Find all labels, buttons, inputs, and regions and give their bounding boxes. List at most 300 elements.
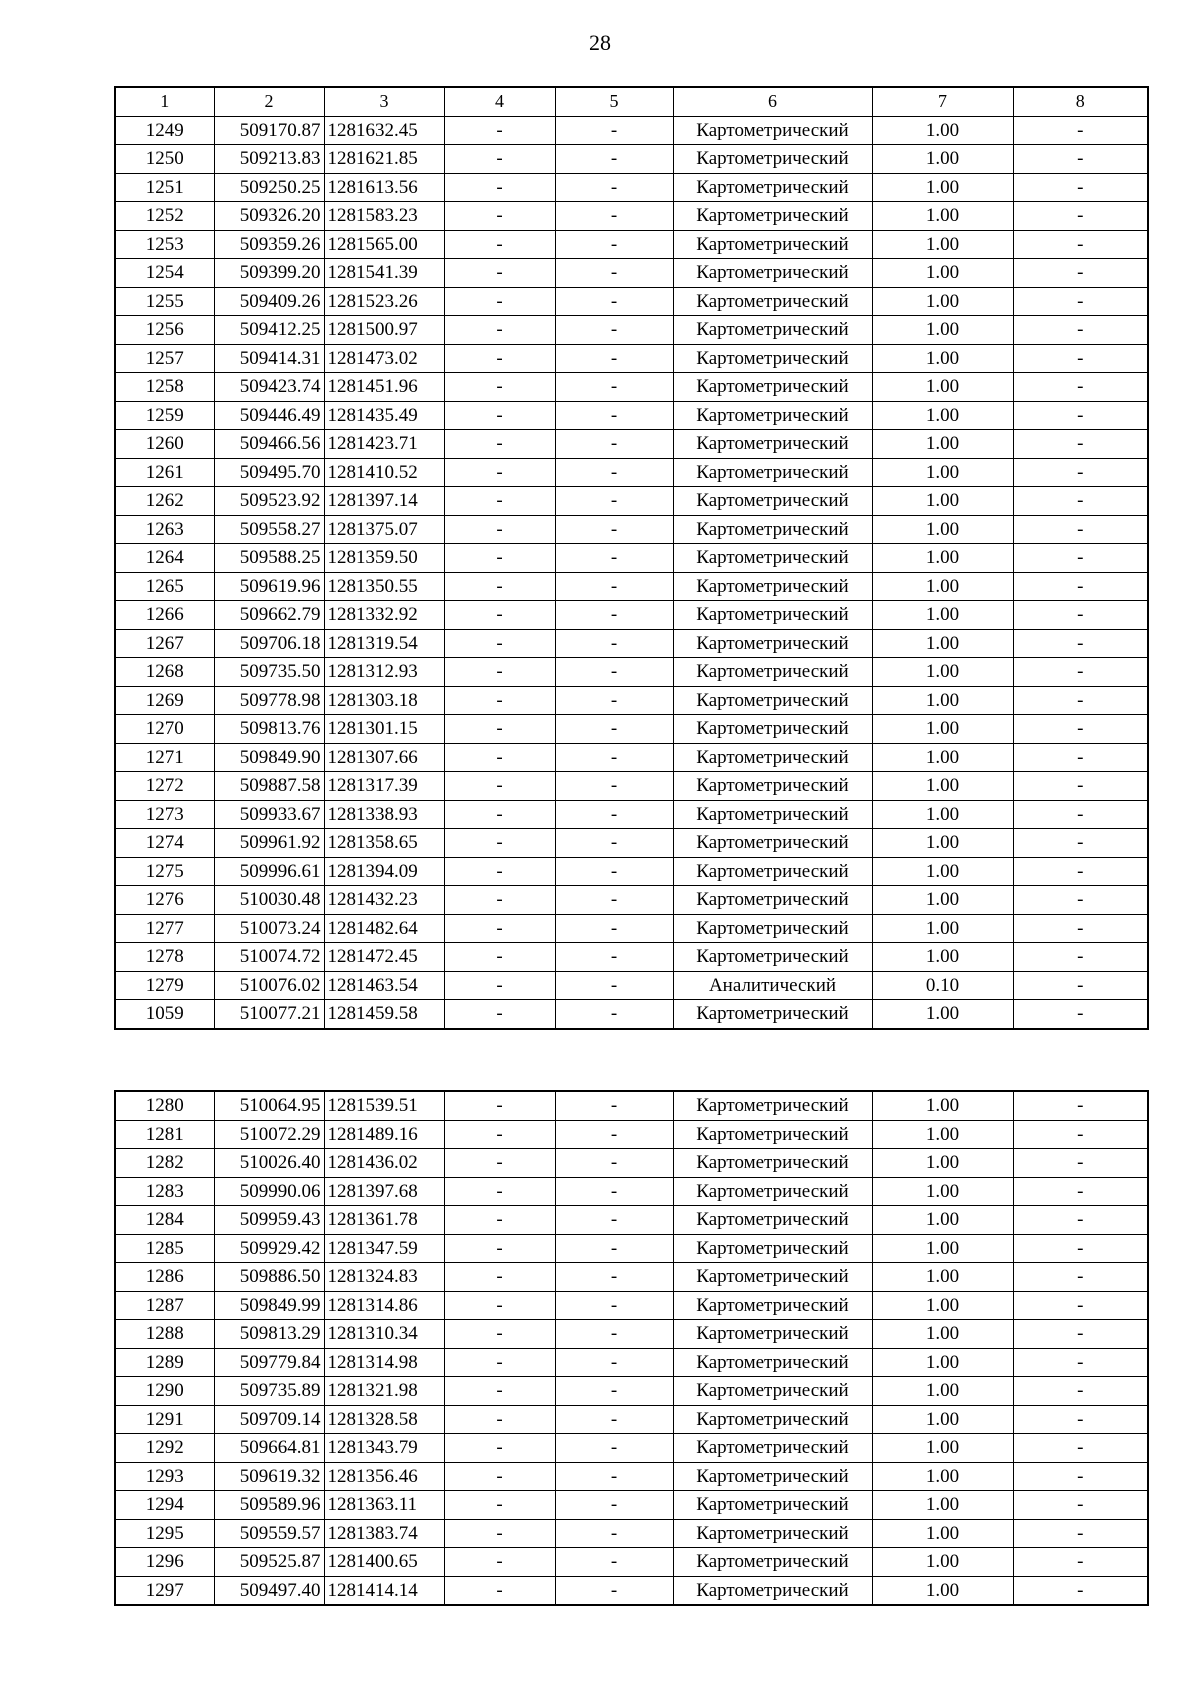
point-number-cell: 1277 (115, 914, 214, 943)
y-coordinate-cell: 1281459.58 (324, 1000, 444, 1029)
x-coordinate-cell: 509933.67 (214, 800, 324, 829)
col-8-cell: - (1013, 145, 1148, 174)
method-cell: Картометрический (673, 857, 872, 886)
method-cell: Картометрический (673, 772, 872, 801)
x-coordinate-cell: 509414.31 (214, 344, 324, 373)
method-cell: Картометрический (673, 914, 872, 943)
x-coordinate-cell: 509170.87 (214, 116, 324, 145)
table-row (115, 316, 1148, 345)
col-4-cell: - (444, 1320, 555, 1349)
accuracy-cell: 1.00 (872, 572, 1013, 601)
y-coordinate-cell: 1281307.66 (324, 743, 444, 772)
col-8-cell: - (1013, 259, 1148, 288)
method-cell: Картометрический (673, 487, 872, 516)
col-5-cell: - (555, 686, 673, 715)
x-coordinate-cell: 509497.40 (214, 1576, 324, 1605)
header-cell-point-number: 1 (115, 87, 214, 116)
y-coordinate-cell: 1281383.74 (324, 1519, 444, 1548)
point-number-cell: 1267 (115, 629, 214, 658)
col-4-cell: - (444, 430, 555, 459)
x-coordinate-cell: 509523.92 (214, 487, 324, 516)
x-coordinate-cell: 509662.79 (214, 601, 324, 630)
x-coordinate-cell: 509558.27 (214, 515, 324, 544)
accuracy-cell: 1.00 (872, 1000, 1013, 1029)
col-4-cell: - (444, 1177, 555, 1206)
accuracy-cell: 1.00 (872, 1120, 1013, 1149)
y-coordinate-cell: 1281400.65 (324, 1548, 444, 1577)
col-4-cell: - (444, 1462, 555, 1491)
y-coordinate-cell: 1281613.56 (324, 173, 444, 202)
accuracy-cell: 1.00 (872, 1519, 1013, 1548)
col-5-cell: - (555, 145, 673, 174)
point-number-cell: 1255 (115, 287, 214, 316)
x-coordinate-cell: 509849.99 (214, 1291, 324, 1320)
method-cell: Картометрический (673, 401, 872, 430)
col-5-cell: - (555, 1091, 673, 1120)
col-5-cell: - (555, 800, 673, 829)
accuracy-cell: 1.00 (872, 287, 1013, 316)
accuracy-cell: 1.00 (872, 515, 1013, 544)
col-8-cell: - (1013, 743, 1148, 772)
point-number-cell: 1059 (115, 1000, 214, 1029)
accuracy-cell: 1.00 (872, 857, 1013, 886)
table-row (115, 1149, 1148, 1178)
x-coordinate-cell: 509996.61 (214, 857, 324, 886)
col-4-cell: - (444, 1234, 555, 1263)
col-5-cell: - (555, 173, 673, 202)
table-row (115, 914, 1148, 943)
col-4-cell: - (444, 145, 555, 174)
col-8-cell: - (1013, 1206, 1148, 1235)
accuracy-cell: 1.00 (872, 886, 1013, 915)
col-5-cell: - (555, 886, 673, 915)
accuracy-cell: 1.00 (872, 1348, 1013, 1377)
col-4-cell: - (444, 743, 555, 772)
col-8-cell: - (1013, 173, 1148, 202)
accuracy-cell: 1.00 (872, 1149, 1013, 1178)
accuracy-cell: 1.00 (872, 316, 1013, 345)
x-coordinate-cell: 509887.58 (214, 772, 324, 801)
y-coordinate-cell: 1281565.00 (324, 230, 444, 259)
col-5-cell: - (555, 373, 673, 402)
point-number-cell: 1280 (115, 1091, 214, 1120)
y-coordinate-cell: 1281583.23 (324, 202, 444, 231)
method-cell: Картометрический (673, 145, 872, 174)
y-coordinate-cell: 1281358.65 (324, 829, 444, 858)
x-coordinate-cell: 509779.84 (214, 1348, 324, 1377)
col-8-cell: - (1013, 1263, 1148, 1292)
col-4-cell: - (444, 1120, 555, 1149)
col-8-cell: - (1013, 1491, 1148, 1520)
table-row (115, 1000, 1148, 1029)
accuracy-cell: 1.00 (872, 1091, 1013, 1120)
method-cell: Картометрический (673, 886, 872, 915)
method-cell: Картометрический (673, 1291, 872, 1320)
col-8-cell: - (1013, 1519, 1148, 1548)
col-4-cell: - (444, 629, 555, 658)
table-row (115, 1377, 1148, 1406)
col-4-cell: - (444, 1491, 555, 1520)
method-cell: Картометрический (673, 629, 872, 658)
table-row (115, 458, 1148, 487)
point-number-cell: 1270 (115, 715, 214, 744)
accuracy-cell: 1.00 (872, 1177, 1013, 1206)
col-8-cell: - (1013, 230, 1148, 259)
x-coordinate-cell: 509213.83 (214, 145, 324, 174)
col-5-cell: - (555, 658, 673, 687)
col-8-cell: - (1013, 1348, 1148, 1377)
col-8-cell: - (1013, 686, 1148, 715)
accuracy-cell: 1.00 (872, 686, 1013, 715)
method-cell: Картометрический (673, 686, 872, 715)
table-row (115, 259, 1148, 288)
table-row (115, 658, 1148, 687)
header-cell-y-coordinate: 3 (324, 87, 444, 116)
table-row (115, 173, 1148, 202)
y-coordinate-cell: 1281363.11 (324, 1491, 444, 1520)
point-number-cell: 1290 (115, 1377, 214, 1406)
col-5-cell: - (555, 116, 673, 145)
coordinates-table-2 (114, 1090, 1149, 1606)
col-5-cell: - (555, 401, 673, 430)
y-coordinate-cell: 1281375.07 (324, 515, 444, 544)
point-number-cell: 1259 (115, 401, 214, 430)
y-coordinate-cell: 1281350.55 (324, 572, 444, 601)
y-coordinate-cell: 1281343.79 (324, 1434, 444, 1463)
point-number-cell: 1264 (115, 544, 214, 573)
col-8-cell: - (1013, 629, 1148, 658)
x-coordinate-cell: 509412.25 (214, 316, 324, 345)
col-5-cell: - (555, 743, 673, 772)
col-4-cell: - (444, 515, 555, 544)
method-cell: Картометрический (673, 1548, 872, 1577)
y-coordinate-cell: 1281541.39 (324, 259, 444, 288)
col-8-cell: - (1013, 544, 1148, 573)
table-row (115, 1519, 1148, 1548)
point-number-cell: 1292 (115, 1434, 214, 1463)
y-coordinate-cell: 1281410.52 (324, 458, 444, 487)
col-4-cell: - (444, 1000, 555, 1029)
accuracy-cell: 1.00 (872, 1234, 1013, 1263)
method-cell: Картометрический (673, 1462, 872, 1491)
y-coordinate-cell: 1281482.64 (324, 914, 444, 943)
point-number-cell: 1296 (115, 1548, 214, 1577)
x-coordinate-cell: 510076.02 (214, 971, 324, 1000)
x-coordinate-cell: 509886.50 (214, 1263, 324, 1292)
method-cell: Картометрический (673, 287, 872, 316)
table-row (115, 487, 1148, 516)
method-cell: Картометрический (673, 1405, 872, 1434)
point-number-cell: 1281 (115, 1120, 214, 1149)
col-5-cell: - (555, 515, 673, 544)
col-5-cell: - (555, 1491, 673, 1520)
x-coordinate-cell: 509588.25 (214, 544, 324, 573)
point-number-cell: 1275 (115, 857, 214, 886)
table-row (115, 1177, 1148, 1206)
col-5-cell: - (555, 971, 673, 1000)
table-row (115, 715, 1148, 744)
method-cell: Картометрический (673, 316, 872, 345)
col-8-cell: - (1013, 1377, 1148, 1406)
table-row (115, 401, 1148, 430)
y-coordinate-cell: 1281301.15 (324, 715, 444, 744)
col-5-cell: - (555, 1120, 673, 1149)
accuracy-cell: 1.00 (872, 1291, 1013, 1320)
col-4-cell: - (444, 943, 555, 972)
table-row (115, 230, 1148, 259)
accuracy-cell: 1.00 (872, 800, 1013, 829)
accuracy-cell: 1.00 (872, 772, 1013, 801)
col-4-cell: - (444, 1091, 555, 1120)
col-5-cell: - (555, 629, 673, 658)
col-5-cell: - (555, 1576, 673, 1605)
table-row (115, 743, 1148, 772)
method-cell: Картометрический (673, 1120, 872, 1149)
y-coordinate-cell: 1281356.46 (324, 1462, 444, 1491)
col-5-cell: - (555, 316, 673, 345)
method-cell: Картометрический (673, 1000, 872, 1029)
point-number-cell: 1261 (115, 458, 214, 487)
accuracy-cell: 1.00 (872, 1462, 1013, 1491)
point-number-cell: 1254 (115, 259, 214, 288)
col-5-cell: - (555, 1348, 673, 1377)
x-coordinate-cell: 509559.57 (214, 1519, 324, 1548)
y-coordinate-cell: 1281463.54 (324, 971, 444, 1000)
y-coordinate-cell: 1281359.50 (324, 544, 444, 573)
col-5-cell: - (555, 1462, 673, 1491)
x-coordinate-cell: 510030.48 (214, 886, 324, 915)
col-4-cell: - (444, 259, 555, 288)
method-cell: Картометрический (673, 800, 872, 829)
x-coordinate-cell: 509589.96 (214, 1491, 324, 1520)
method-cell: Картометрический (673, 1263, 872, 1292)
col-5-cell: - (555, 1548, 673, 1577)
header-cell-x-coordinate: 2 (214, 87, 324, 116)
y-coordinate-cell: 1281303.18 (324, 686, 444, 715)
x-coordinate-cell: 509706.18 (214, 629, 324, 658)
accuracy-cell: 1.00 (872, 145, 1013, 174)
col-8-cell: - (1013, 373, 1148, 402)
accuracy-cell: 1.00 (872, 458, 1013, 487)
table-row (115, 430, 1148, 459)
point-number-cell: 1272 (115, 772, 214, 801)
table-row (115, 1120, 1148, 1149)
col-8-cell: - (1013, 1405, 1148, 1434)
col-4-cell: - (444, 1405, 555, 1434)
col-8-cell: - (1013, 601, 1148, 630)
col-4-cell: - (444, 1263, 555, 1292)
method-cell: Картометрический (673, 202, 872, 231)
table-row (115, 1320, 1148, 1349)
col-4-cell: - (444, 800, 555, 829)
table-row (115, 1491, 1148, 1520)
col-8-cell: - (1013, 572, 1148, 601)
x-coordinate-cell: 509359.26 (214, 230, 324, 259)
col-5-cell: - (555, 1377, 673, 1406)
col-5-cell: - (555, 857, 673, 886)
y-coordinate-cell: 1281332.92 (324, 601, 444, 630)
col-5-cell: - (555, 487, 673, 516)
col-5-cell: - (555, 544, 673, 573)
accuracy-cell: 0.10 (872, 971, 1013, 1000)
point-number-cell: 1273 (115, 800, 214, 829)
point-number-cell: 1250 (115, 145, 214, 174)
table-row (115, 601, 1148, 630)
col-8-cell: - (1013, 886, 1148, 915)
col-5-cell: - (555, 1405, 673, 1434)
table-row (115, 1263, 1148, 1292)
method-cell: Картометрический (673, 1377, 872, 1406)
accuracy-cell: 1.00 (872, 1405, 1013, 1434)
col-8-cell: - (1013, 1000, 1148, 1029)
y-coordinate-cell: 1281472.45 (324, 943, 444, 972)
point-number-cell: 1286 (115, 1263, 214, 1292)
header-cell-col-4: 4 (444, 87, 555, 116)
col-4-cell: - (444, 715, 555, 744)
point-number-cell: 1284 (115, 1206, 214, 1235)
col-4-cell: - (444, 686, 555, 715)
col-4-cell: - (444, 202, 555, 231)
col-5-cell: - (555, 1434, 673, 1463)
col-5-cell: - (555, 601, 673, 630)
col-4-cell: - (444, 230, 555, 259)
page-number: 28 (589, 30, 611, 55)
col-8-cell: - (1013, 116, 1148, 145)
point-number-cell: 1288 (115, 1320, 214, 1349)
method-cell: Картометрический (673, 572, 872, 601)
col-8-cell: - (1013, 1434, 1148, 1463)
y-coordinate-cell: 1281414.14 (324, 1576, 444, 1605)
accuracy-cell: 1.00 (872, 544, 1013, 573)
point-number-cell: 1256 (115, 316, 214, 345)
table-row (115, 1234, 1148, 1263)
col-8-cell: - (1013, 401, 1148, 430)
col-8-cell: - (1013, 287, 1148, 316)
method-cell: Картометрический (673, 658, 872, 687)
y-coordinate-cell: 1281314.98 (324, 1348, 444, 1377)
accuracy-cell: 1.00 (872, 914, 1013, 943)
point-number-cell: 1249 (115, 116, 214, 145)
col-8-cell: - (1013, 1120, 1148, 1149)
col-8-cell: - (1013, 658, 1148, 687)
table-row (115, 943, 1148, 972)
x-coordinate-cell: 509423.74 (214, 373, 324, 402)
method-cell: Картометрический (673, 544, 872, 573)
accuracy-cell: 1.00 (872, 601, 1013, 630)
point-number-cell: 1279 (115, 971, 214, 1000)
y-coordinate-cell: 1281338.93 (324, 800, 444, 829)
method-cell: Картометрический (673, 373, 872, 402)
col-8-cell: - (1013, 1091, 1148, 1120)
x-coordinate-cell: 510073.24 (214, 914, 324, 943)
col-5-cell: - (555, 1263, 673, 1292)
accuracy-cell: 1.00 (872, 743, 1013, 772)
table-row (115, 1405, 1148, 1434)
table-row (115, 1291, 1148, 1320)
table-row (115, 572, 1148, 601)
col-4-cell: - (444, 829, 555, 858)
col-4-cell: - (444, 1149, 555, 1178)
y-coordinate-cell: 1281523.26 (324, 287, 444, 316)
x-coordinate-cell: 509664.81 (214, 1434, 324, 1463)
point-number-cell: 1295 (115, 1519, 214, 1548)
point-number-cell: 1276 (115, 886, 214, 915)
method-cell: Картометрический (673, 715, 872, 744)
col-8-cell: - (1013, 829, 1148, 858)
col-8-cell: - (1013, 316, 1148, 345)
point-number-cell: 1253 (115, 230, 214, 259)
col-8-cell: - (1013, 1291, 1148, 1320)
point-number-cell: 1293 (115, 1462, 214, 1491)
y-coordinate-cell: 1281394.09 (324, 857, 444, 886)
method-cell: Картометрический (673, 829, 872, 858)
method-cell: Картометрический (673, 430, 872, 459)
col-8-cell: - (1013, 914, 1148, 943)
x-coordinate-cell: 509813.76 (214, 715, 324, 744)
col-5-cell: - (555, 1000, 673, 1029)
col-5-cell: - (555, 430, 673, 459)
accuracy-cell: 1.00 (872, 629, 1013, 658)
x-coordinate-cell: 509735.89 (214, 1377, 324, 1406)
accuracy-cell: 1.00 (872, 1263, 1013, 1292)
point-number-cell: 1297 (115, 1576, 214, 1605)
y-coordinate-cell: 1281632.45 (324, 116, 444, 145)
coordinates-table-1 (114, 86, 1149, 1030)
col-4-cell: - (444, 601, 555, 630)
col-8-cell: - (1013, 772, 1148, 801)
col-4-cell: - (444, 287, 555, 316)
point-number-cell: 1289 (115, 1348, 214, 1377)
col-5-cell: - (555, 572, 673, 601)
point-number-cell: 1269 (115, 686, 214, 715)
col-4-cell: - (444, 1576, 555, 1605)
col-8-cell: - (1013, 458, 1148, 487)
x-coordinate-cell: 509525.87 (214, 1548, 324, 1577)
point-number-cell: 1285 (115, 1234, 214, 1263)
col-4-cell: - (444, 971, 555, 1000)
col-8-cell: - (1013, 1462, 1148, 1491)
point-number-cell: 1271 (115, 743, 214, 772)
y-coordinate-cell: 1281312.93 (324, 658, 444, 687)
col-4-cell: - (444, 544, 555, 573)
table-row (115, 1462, 1148, 1491)
x-coordinate-cell: 509446.49 (214, 401, 324, 430)
y-coordinate-cell: 1281451.96 (324, 373, 444, 402)
method-cell: Картометрический (673, 1434, 872, 1463)
header-cell-col-5: 5 (555, 87, 673, 116)
col-8-cell: - (1013, 344, 1148, 373)
col-5-cell: - (555, 1234, 673, 1263)
method-cell: Картометрический (673, 1320, 872, 1349)
col-5-cell: - (555, 943, 673, 972)
point-number-cell: 1291 (115, 1405, 214, 1434)
col-5-cell: - (555, 914, 673, 943)
x-coordinate-cell: 510077.21 (214, 1000, 324, 1029)
table-row (115, 1434, 1148, 1463)
accuracy-cell: 1.00 (872, 116, 1013, 145)
y-coordinate-cell: 1281310.34 (324, 1320, 444, 1349)
accuracy-cell: 1.00 (872, 1491, 1013, 1520)
col-4-cell: - (444, 1291, 555, 1320)
y-coordinate-cell: 1281489.16 (324, 1120, 444, 1149)
table-row (115, 772, 1148, 801)
method-cell: Картометрический (673, 344, 872, 373)
header-cell-method: 6 (673, 87, 872, 116)
point-number-cell: 1283 (115, 1177, 214, 1206)
method-cell: Картометрический (673, 1177, 872, 1206)
col-4-cell: - (444, 857, 555, 886)
method-cell: Картометрический (673, 458, 872, 487)
